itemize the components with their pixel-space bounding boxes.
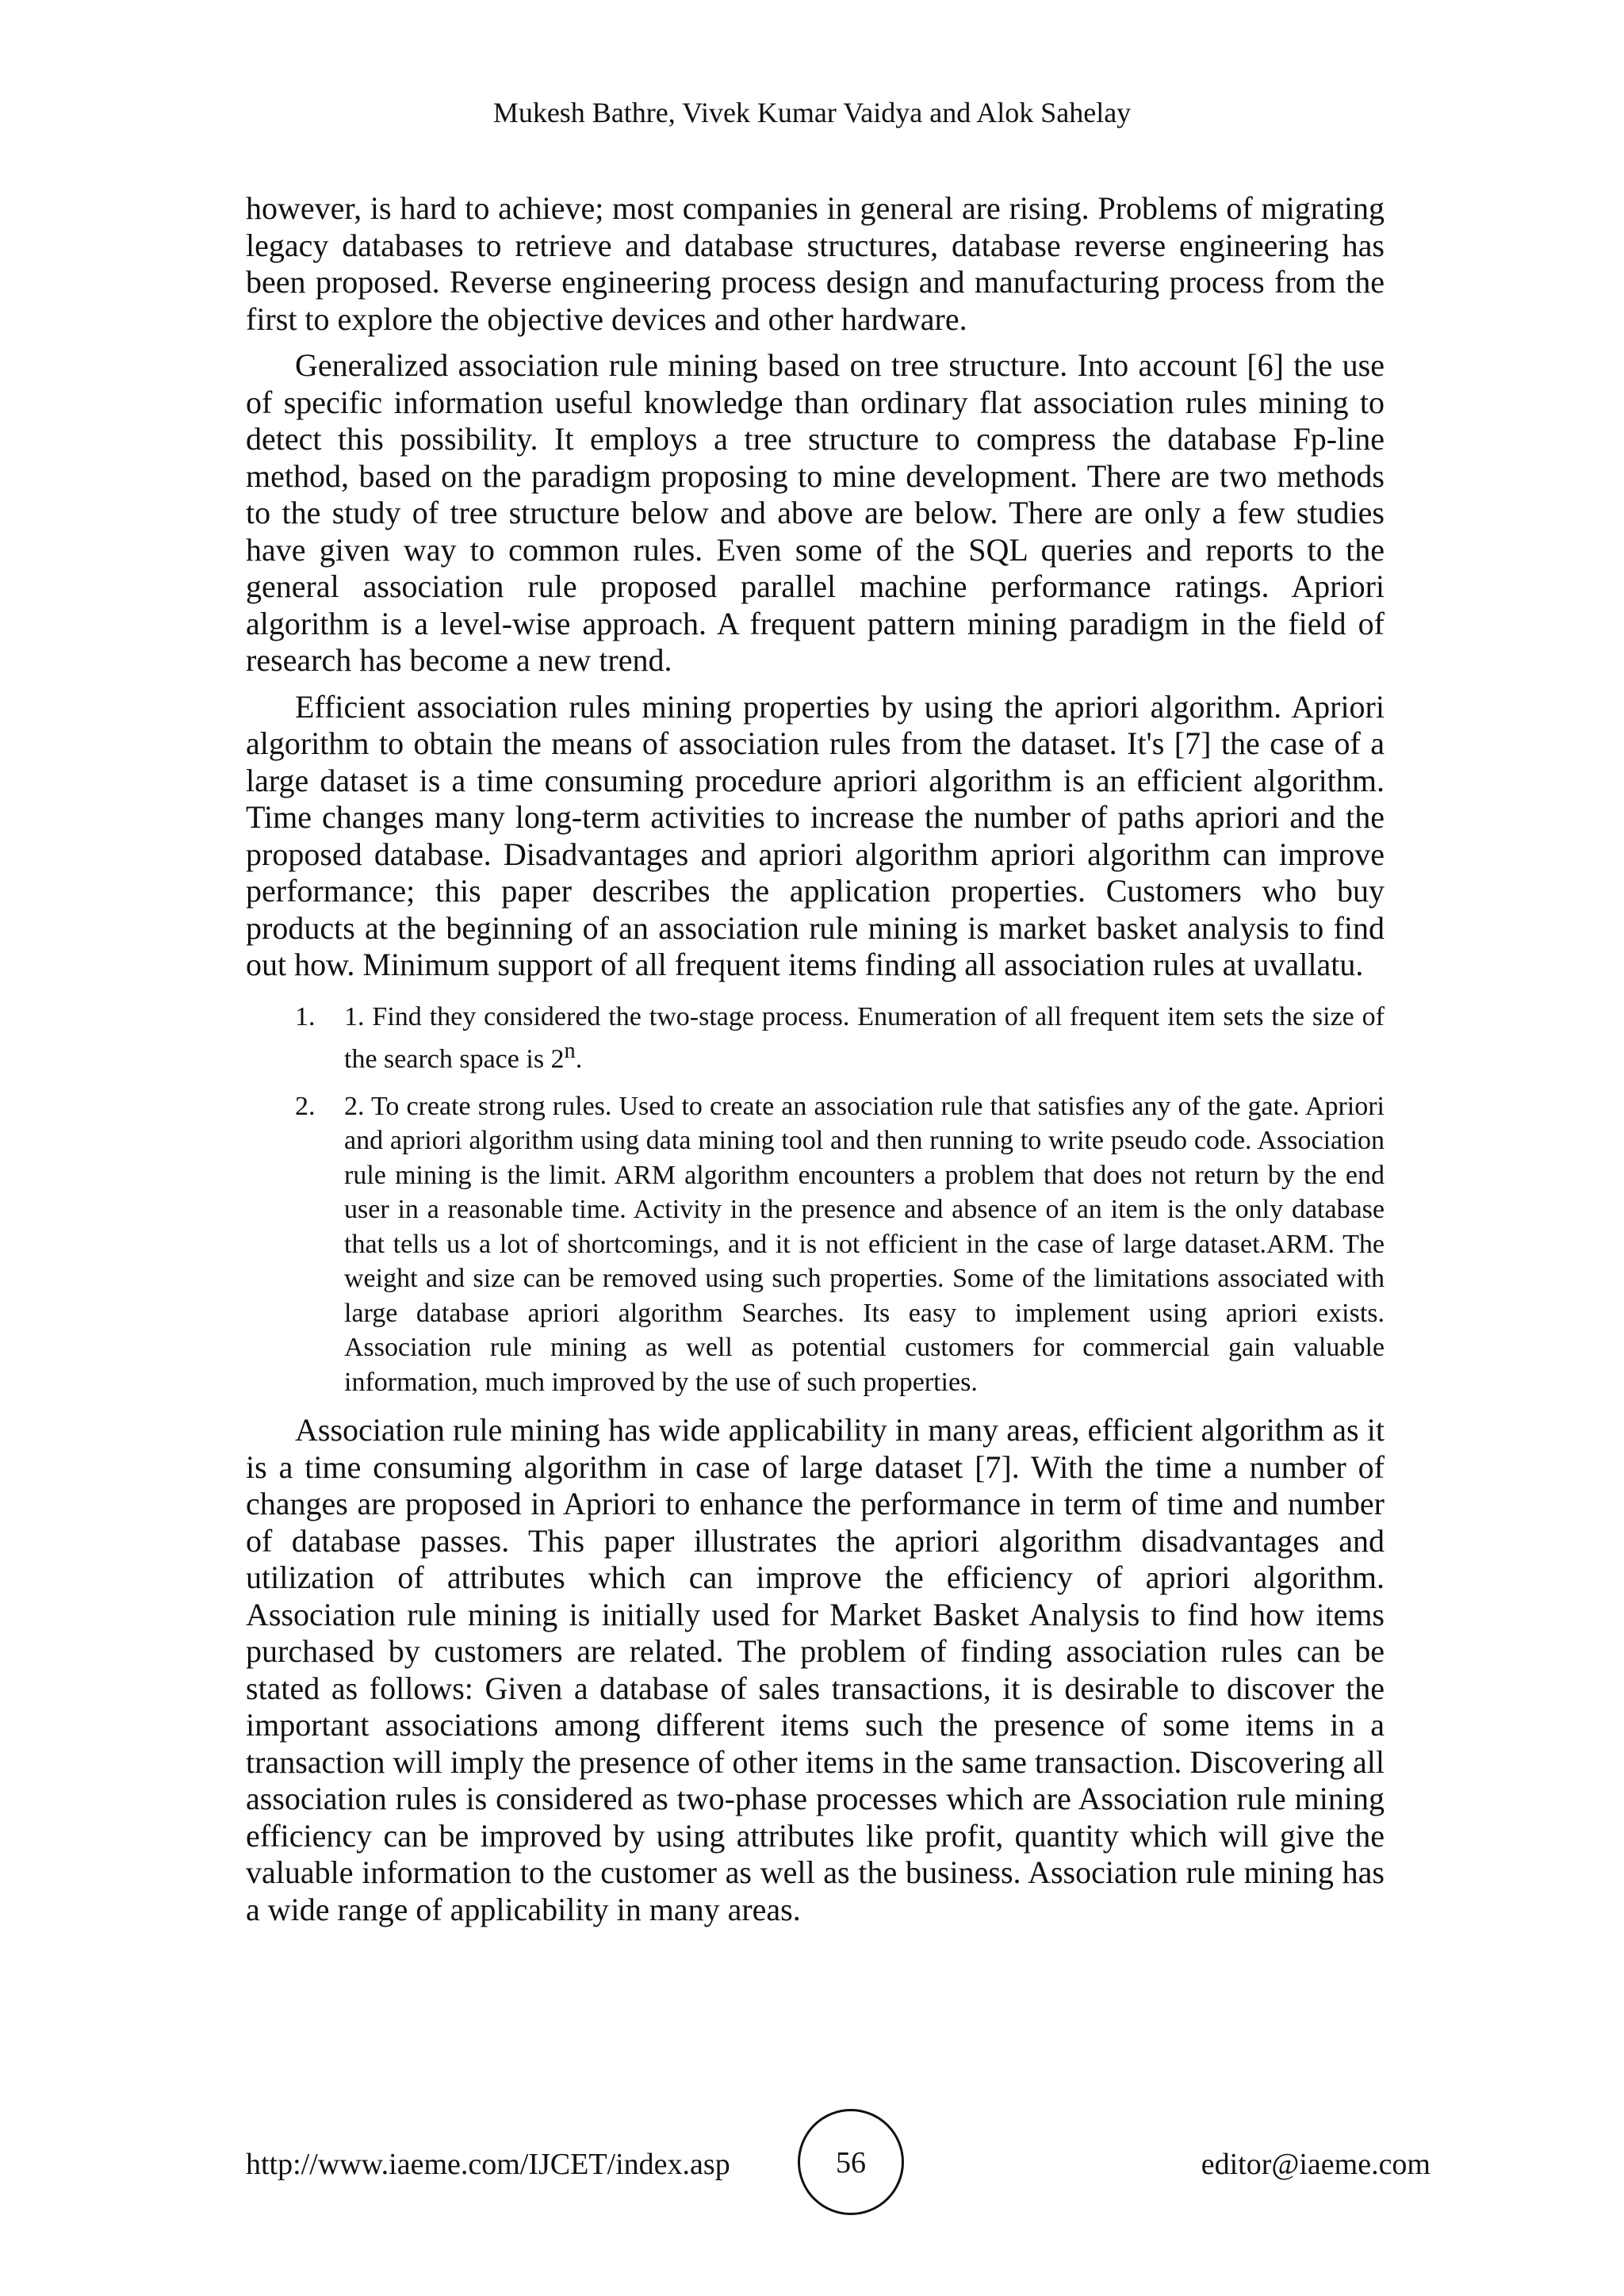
list-item-marker: 2. (295, 1091, 316, 1121)
page-footer (0, 2109, 1624, 2220)
running-header (0, 94, 1624, 132)
page-number-circle (798, 2109, 904, 2215)
footer-url-link[interactable]: http://www.iaeme.com/IJCET/index.asp (246, 2148, 730, 2181)
paragraph-efficient-association: Efficient association rules mining properties by using the apriori algorithm. Apriori algorithm to obtain the means of association rules from the dataset. It's [7] the case of a large dataset is a time consuming procedure apriori algorithm is an efficient algorithm. Time changes many long-term activities to increase the number of paths apriori and the proposed database. Disadvantages and apriori algorithm apriori algorithm can improve performance; this paper describes the application properties. Customers who buy products at the beginning of an association rule mining is market basket analysis to find out how. Minimum support of all frequent items finding all association rules at uvallatu. (246, 688, 1385, 982)
list-item-text: 2. To create strong rules. Used to create an association rule that satisfies any of the gate. Apriori and apriori algorithm using data mining tool and then running to write pseudo code. Association rule mining is the limit. ARM algorithm encounters a problem that does not return by the end user in a reasonable time. Activity in the presence and absence of an item is the only database that tells us a lot of shortcomings, and it is not efficient in the case of large dataset.ARM. The weight and size can be removed using such properties. Some of the limitations associated with large database apriori algorithm Searches. Its easy to implement using apriori exists. Association rule mining as well as potential customers for commercial gain valuable information, much improved by the use of such properties. (344, 1091, 1385, 1397)
footer-email-link[interactable]: editor@iaeme.com (1201, 2148, 1431, 2181)
paragraph-intro-continuation: however, is hard to achieve; most companies in general are rising. Problems of migrating legacy databases to retrieve and database structures, database reverse engineering has been proposed. Reverse engineering process design and manufacturing process from the first to explore the objective devices and other hardware. (246, 190, 1385, 337)
list-item-superscript: n (564, 1039, 576, 1063)
list-item (246, 1089, 1385, 1400)
paragraph-applicability: Association rule mining has wide applicability in many areas, efficient algorithm as it is a time consuming algorithm in case of large dataset [7]. With the time a number of changes are proposed in Apriori to enhance the performance in term of time and number of database passes. This paper illustrates the apriori algorithm disadvantages and utilization of attributes which can improve the efficiency of apriori algorithm. Association rule mining is initially used for Market Basket Analysis to find how items purchased by customers are related. The problem of finding association rules can be stated as follows: Given a database of sales transactions, it is desirable to discover the important associations among different items such the presence of some items in a transaction will imply the presence of other items in the same transaction. Discovering all association rules is considered as two-phase processes which are Association rule mining efficiency can be improved by using attributes like profit, quantity which will give the valuable information to the customer as well as the business. Association rule mining has a wide range of applicability in many areas. (246, 1412, 1385, 1927)
paragraph-generalized-association: Generalized association rule mining based on tree structure. Into account [6] the use of specific information useful knowledge than ordinary flat association rules mining to detect this possibility. It employs a tree structure to compress the database Fp-line method, based on the paradigm proposing to mine development. There are two methods to the study of tree structure below and above are below. There are only a few studies have given way to common rules. Even some of the SQL queries and reports to the general association rule proposed parallel machine performance ratings. Apriori algorithm is a level-wise approach. A frequent pattern mining paradigm in the field of research has become a new trend. (246, 347, 1385, 678)
article-body (246, 190, 1385, 1938)
page-number: 56 (836, 2146, 866, 2179)
list-item-marker: 1. (295, 1001, 316, 1031)
header-authors: Mukesh Bathre, Vivek Kumar Vaidya and Alok Sahelay (492, 97, 1132, 128)
list-item-text: 1. Find they considered the two-stage process. Enumeration of all frequent item sets the size of the search space is 2 (344, 1001, 1385, 1074)
list-item (246, 1000, 1385, 1077)
numbered-list (246, 1000, 1385, 1400)
list-item-tail: . (575, 1044, 583, 1074)
